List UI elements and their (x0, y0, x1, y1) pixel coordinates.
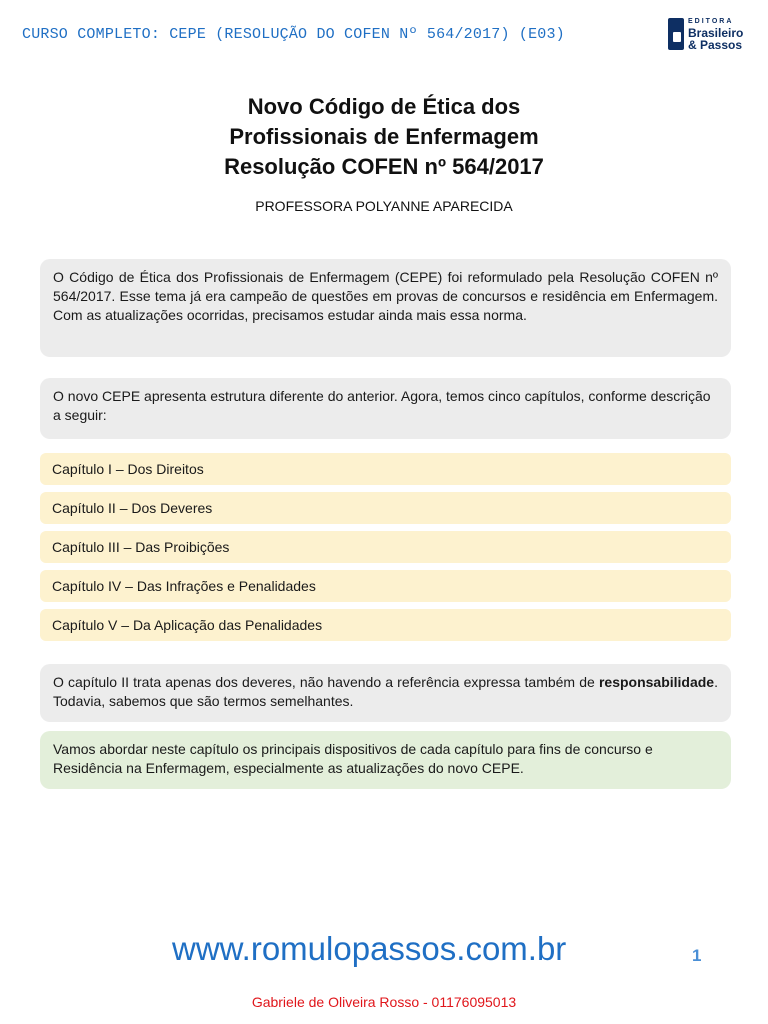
note-box (40, 664, 731, 722)
title-line-2: Profissionais de Enfermagem (229, 124, 539, 149)
publisher-logo (668, 16, 752, 54)
note-text-before: O capítulo II trata apenas dos deveres, não havendo a referência expressa também de (53, 674, 599, 690)
course-header: CURSO COMPLETO: CEPE (RESOLUÇÃO DO COFEN Nº 564/2017) (E03) (22, 26, 565, 43)
document-title (0, 92, 768, 182)
note-text-bold: responsabilidade (598, 674, 715, 690)
chapter-item-2: Capítulo II – Dos Deveres (40, 492, 731, 524)
logo-small-text: EDITORA (688, 18, 734, 25)
logo-name-line1: Brasileiro (688, 26, 744, 40)
structure-box: O novo CEPE apresenta estrutura diferente do anterior. Agora, temos cinco capítulos, conforme descrição a seguir: (40, 378, 731, 439)
chapter-item-3: Capítulo III – Das Proibições (40, 531, 731, 563)
summary-box: Vamos abordar neste capítulo os principais dispositivos de cada capítulo para fins de concurso e Residência na Enfermagem, especialmente as atualizações do novo CEPE. (40, 731, 731, 789)
footer-owner: Gabriele de Oliveira Rosso - 01176095013 (251, 994, 517, 1010)
intro-box: O Código de Ética dos Profissionais de Enfermagem (CEPE) foi reformulado pela Resolução COFEN nº 564/2017. Esse tema já era campeão de questões em provas de concursos e residência em Enfermagem. Com as atualizações ocorridas, precisamos estudar ainda mais essa norma. (40, 259, 731, 357)
footer-website-link[interactable]: www.romulopassos.com.br (172, 930, 567, 967)
author-name: PROFESSORA POLYANNE APARECIDA (255, 198, 513, 214)
page-number: 1 (692, 946, 702, 965)
logo-name-line2: & Passos (688, 38, 743, 52)
chapter-item-5: Capítulo V – Da Aplicação das Penalidades (40, 609, 731, 641)
chapter-item-1: Capítulo I – Dos Direitos (40, 453, 731, 485)
chapter-item-4: Capítulo IV – Das Infrações e Penalidades (40, 570, 731, 602)
title-line-3: Resolução COFEN nº 564/2017 (224, 154, 544, 179)
logo-mark-icon (668, 18, 684, 50)
note-text-after: . Todavia, sabemos que são termos semelhantes. (53, 674, 718, 709)
title-line-1: Novo Código de Ética dos (247, 94, 521, 119)
